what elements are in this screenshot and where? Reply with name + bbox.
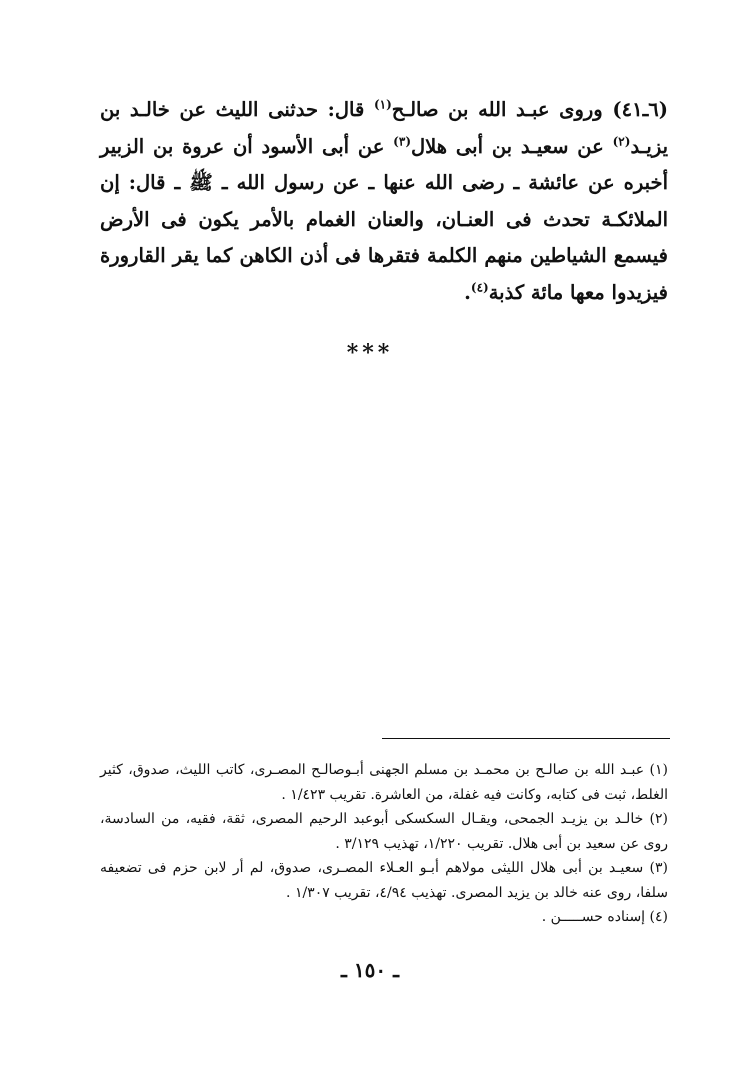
- footnote-ref-2: (٢): [612, 134, 631, 148]
- hadith-number: (٦ـ٤١): [612, 98, 668, 121]
- footnote-2: (٢) خالـد بن يزيـد الجمحى، ويقـال السكسكى أبوعبد الرحيم المصرى، ثقة، فقيه، من السادسة، روى عن سعيد بن أبى هلال. تقريب ١/٢٢٠، تهذيب ٣/١٢٩ .: [100, 811, 668, 852]
- section-separator: ***: [346, 340, 394, 366]
- text-segment: وروى عبـد الله بن صالـح: [391, 98, 613, 121]
- text-segment: قال: حدثنى الليث عن خالـد بن يزيـد: [100, 98, 668, 158]
- footnote-ref-3: (٣): [393, 134, 411, 148]
- text-segment: عن سعيـد بن أبى هلال: [411, 134, 613, 158]
- footnote-ref-4: (٤): [470, 280, 489, 294]
- hadith-text: [100, 92, 668, 311]
- page-number: ـ ١٥٠ ـ: [341, 958, 399, 982]
- footnote-4: (٤) إسناده حســـــن .: [541, 909, 668, 925]
- text-segment: عن أبى الأسود أن عروة بن الزبير أخبره عن عائشة ـ رضى الله عنها ـ عن رسول الله ـ ﷺ ـ قال: إن الملائكـة تحدث فى العنـان، والعنان الغمام بالأمر يكون فى الأرض فيسمع الشياطين منهم الكلمة فتقرها فى أذن الكاهن كما يقر القارورة فيزيدوا معها مائة كذبة: [100, 134, 668, 304]
- footnote-ref-1: (١): [373, 97, 392, 112]
- text-segment: .: [464, 280, 471, 304]
- footnote-1: (١) عبـد الله بن صالـح بن محمـد بن مسلم الجهنى أبـوصالـح المصـرى، كاتب الليث، صدوق، كثير الغلط، ثبت فى كتابه، وكانت فيه غفلة، من العاشرة. تقريب ١/٤٢٣ .: [100, 762, 668, 803]
- footnote-divider: [382, 738, 670, 739]
- footnotes: [100, 758, 668, 930]
- footnote-3: (٣) سعيـد بن أبى هلال الليثى مولاهم أبـو العـلاء المصـرى، صدوق، لم أر لابن حزم فى تضعيفه سلفا، روى عنه خالد بن يزيد المصرى. تهذيب ٤/٩٤، تقريب ١/٣٠٧ .: [100, 860, 668, 901]
